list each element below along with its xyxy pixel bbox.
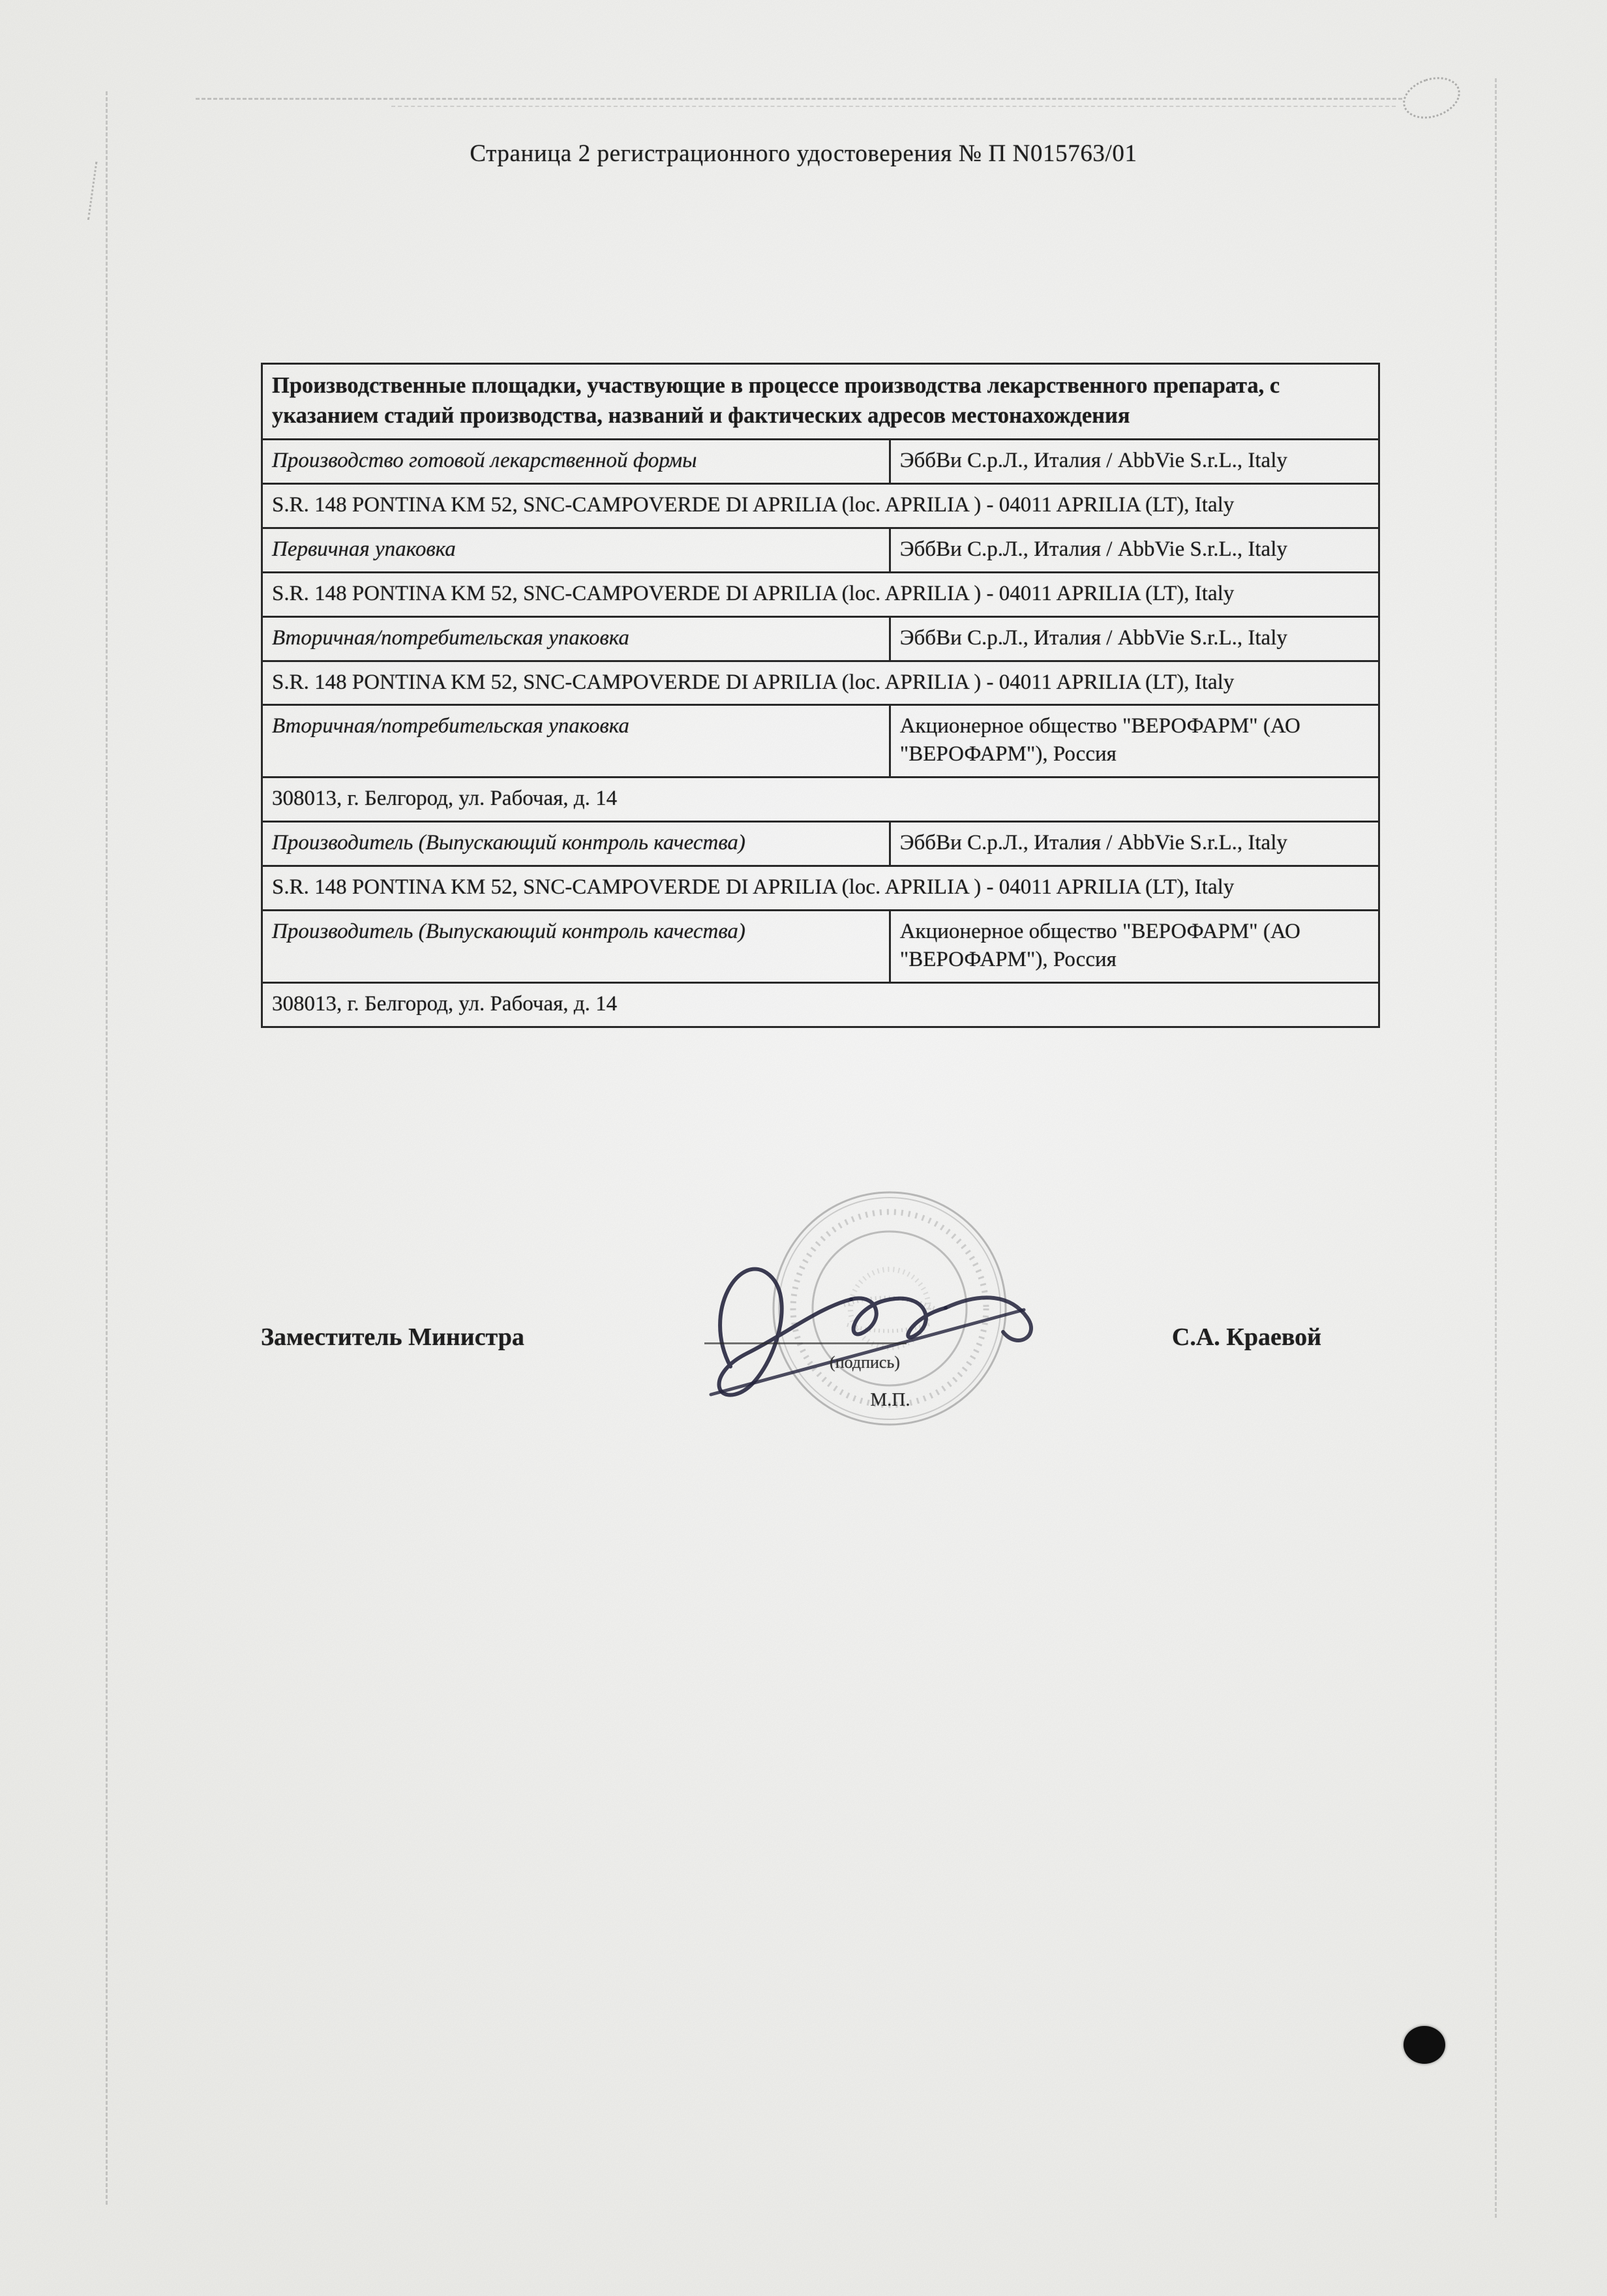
black-dot-mark (1404, 2026, 1445, 2064)
signature-caption: (подпись) (830, 1353, 900, 1372)
table-row (263, 616, 1378, 660)
stage-label: Вторичная/потребительская упаковка (263, 618, 891, 660)
manufacturing-sites-table (261, 363, 1380, 1028)
table-row (263, 660, 1378, 704)
address-value: 308013, г. Белгород, ул. Рабочая, д. 14 (272, 991, 618, 1016)
manufacturer-value: ЭббВи С.р.Л., Италия / AbbVie S.r.L., Italy (899, 626, 1287, 650)
table-row (263, 704, 1378, 776)
table-title: Производственные площадки, участвующие в процессе производства лекарственного препарата, с указанием стадий производства, названий и фактических адресов местонахождения (272, 373, 1280, 428)
official-title: Заместитель Министра (261, 1323, 524, 1351)
stage-label: Первичная упаковка (263, 529, 891, 571)
table-row (263, 571, 1378, 616)
manufacturer-value: Акционерное общество "ВЕРОФАРМ" (АО "ВЕРОФАРМ"), Россия (899, 919, 1300, 971)
table-title-row (263, 365, 1378, 438)
manufacturer-value: ЭббВи С.р.Л., Италия / AbbVie S.r.L., Italy (899, 449, 1287, 473)
stage-label: Вторичная/потребительская упаковка (263, 706, 891, 776)
table-row (263, 982, 1378, 1026)
table-row (263, 821, 1378, 865)
scan-edge-top-line-2 (391, 106, 1396, 107)
scan-corner-smudge-top-right (1398, 70, 1465, 126)
table-row (263, 438, 1378, 483)
stage-label: Производство готовой лекарственной формы (263, 440, 891, 483)
stage-label: Производитель (Выпускающий контроль качества) (263, 911, 891, 982)
page-header: Страница 2 регистрационного удостоверения № П N015763/01 (470, 140, 1137, 167)
table-row (263, 909, 1378, 982)
scan-corner-smudge-top-left (87, 162, 121, 224)
address-value: S.R. 148 PONTINA KM 52, SNC-CAMPOVERDE DI APRILIA (loc. APRILIA ) - 04011 APRILIA (LT), Italy (272, 581, 1235, 605)
seal-place-caption: М.П. (870, 1389, 910, 1410)
manufacturer-value: ЭббВи С.р.Л., Италия / AbbVie S.r.L., Italy (899, 831, 1287, 855)
stage-label: Производитель (Выпускающий контроль качества) (263, 823, 891, 865)
scan-edge-top-line (196, 98, 1402, 100)
table-row (263, 865, 1378, 909)
table-row (263, 776, 1378, 821)
manufacturer-value: Акционерное общество "ВЕРОФАРМ" (АО "ВЕРОФАРМ"), Россия (899, 714, 1300, 766)
address-value: S.R. 148 PONTINA KM 52, SNC-CAMPOVERDE DI APRILIA (loc. APRILIA ) - 04011 APRILIA (LT), Italy (272, 670, 1235, 694)
address-value: S.R. 148 PONTINA KM 52, SNC-CAMPOVERDE DI APRILIA (loc. APRILIA ) - 04011 APRILIA (LT), Italy (272, 875, 1235, 899)
address-value: S.R. 148 PONTINA KM 52, SNC-CAMPOVERDE DI APRILIA (loc. APRILIA ) - 04011 APRILIA (LT), Italy (272, 492, 1235, 517)
signature-row (261, 1323, 1380, 1352)
address-value: 308013, г. Белгород, ул. Рабочая, д. 14 (272, 787, 618, 811)
official-name: С.А. Краевой (1171, 1323, 1321, 1351)
table-row (263, 483, 1378, 527)
table-row (263, 527, 1378, 571)
scan-edge-left-line (106, 91, 108, 2205)
scan-edge-right-line (1495, 78, 1497, 2218)
manufacturer-value: ЭббВи С.р.Л., Италия / AbbVie S.r.L., Italy (899, 537, 1287, 561)
